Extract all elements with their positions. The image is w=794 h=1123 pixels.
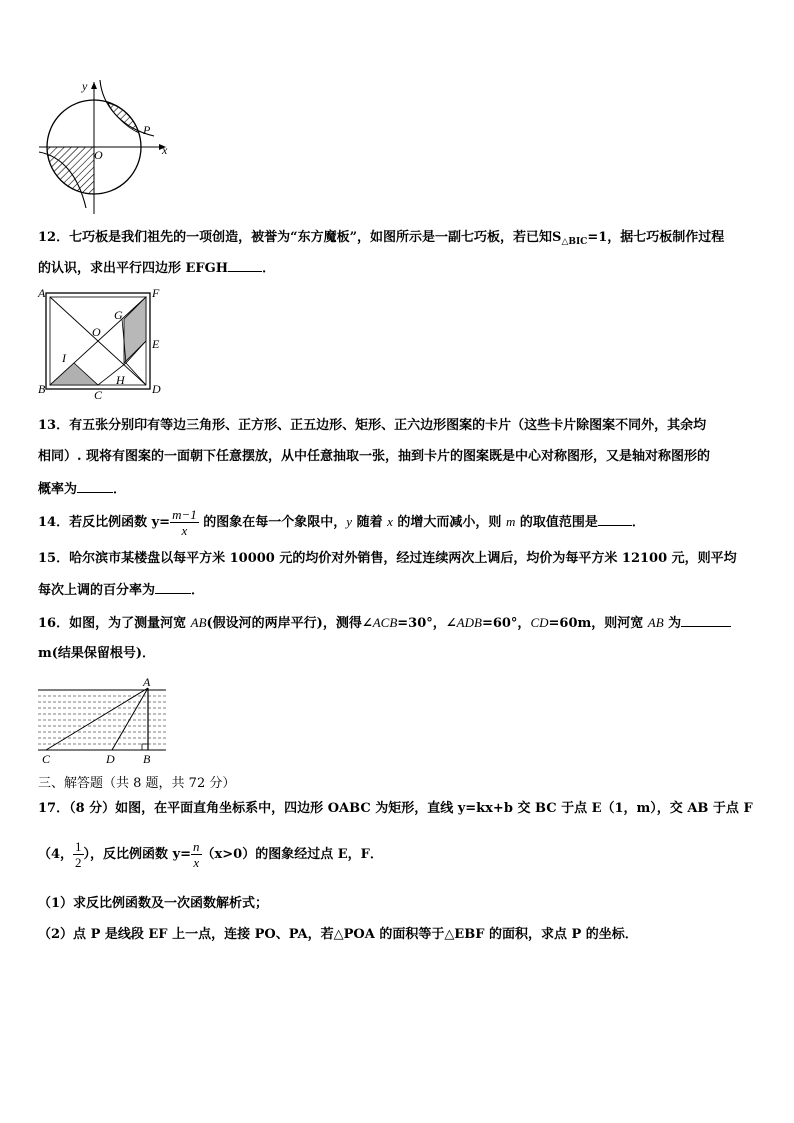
tangram-label-o: O xyxy=(92,325,101,339)
q13-line2: 相同）. 现将有图案的一面朝下任意摆放，从中任意抽取一张，抽到卡片的图案既是中心对称图形，又是轴对称图形的 xyxy=(38,449,711,464)
tangram-figure xyxy=(36,285,166,400)
circle-hyperbola-figure xyxy=(36,76,176,216)
tangram-label-b: B xyxy=(38,382,46,396)
q14-line: 14．若反比例函数 y= $\frac{m-1}{x}$ 的图象在每一个象限中，y 随着 x 的增大而减小，则 m 的取值范围是 ． xyxy=(38,507,645,538)
tangram-label-h: H xyxy=(116,373,125,387)
q12-answer-blank[interactable] xyxy=(228,259,262,272)
q15-line1: 15．哈尔滨市某楼盘以每平方米 10000 元的均价对外销售，经过连续两次上调后，均价为每平方米 12100 元，则平均 xyxy=(38,551,737,566)
q14-fraction: $\frac{m-1}{x}$ xyxy=(172,507,197,538)
tangram-label-e: E xyxy=(152,337,160,351)
tangram-label-i: I xyxy=(62,351,66,365)
q17-fraction-half: $\frac{1}{2}$ xyxy=(75,839,82,870)
tangram-label-g: G xyxy=(114,308,123,322)
q16-line1: 16．如图，为了测量河宽 AB(假设河的两岸平行)，测得∠ACB=30°，∠ADB=60°，CD=60m，则河宽 AB 为 xyxy=(38,614,731,633)
river-label-d: D xyxy=(106,752,115,766)
tangram-label-a: A xyxy=(38,286,46,300)
river-label-a: A xyxy=(143,675,151,689)
fig1-label-y: y xyxy=(82,79,88,93)
q16-answer-blank[interactable] xyxy=(681,614,731,627)
fig1-label-p: P xyxy=(143,123,151,137)
tangram-label-d: D xyxy=(152,382,161,396)
tangram-label-c: C xyxy=(94,388,103,400)
q17-line2: （4， $\frac{1}{2}$ ），反比例函数 y= $\frac{n}{x}$ （x>0）的图象经过点 E，F． xyxy=(38,839,383,870)
q16-line2: m(结果保留根号)． xyxy=(38,646,156,661)
river-figure xyxy=(36,675,171,767)
q13-answer-blank[interactable] xyxy=(77,480,113,493)
q17-line1: 17．（8 分）如图，在平面直角坐标系中，四边形 OABC 为矩形，直线 y=kx+b 交 BC 于点 E（1，m），交 AB 于点 F xyxy=(38,801,753,816)
q13-line1: 13．有五张分别印有等边三角形、正方形、正五边形、矩形、正六边形图案的卡片（这些卡片除图案不同外，其余均 xyxy=(38,418,707,433)
fig1-label-o: O xyxy=(94,148,103,162)
river-label-b: B xyxy=(143,752,151,766)
q14-answer-blank[interactable] xyxy=(598,513,632,526)
q13-line3: 概率为 ． xyxy=(38,482,127,497)
q17-sub2: （2）点 P 是线段 EF 上一点，连接 PO、PA，若△POA 的面积等于△EBF 的面积，求点 P 的坐标． xyxy=(38,927,638,942)
q15-answer-blank[interactable] xyxy=(155,581,191,594)
river-label-c: C xyxy=(42,752,51,766)
q17-fraction-n-x: $\frac{n}{x}$ xyxy=(193,839,200,870)
q15-line2: 每次上调的百分率为 ． xyxy=(38,583,205,598)
q12-line1: 12．七巧板是我们祖先的一项创造，被誉为“东方魔板”，如图所示是一副七巧板，若已知$S_{\triangle BIC}=1$，据七巧板制作过程 xyxy=(38,230,725,247)
q12-line2: 的认识，求出平行四边形 EFGH ． xyxy=(38,261,276,276)
section3-title: 三、解答题（共 8 题，共 72 分） xyxy=(38,776,236,791)
tangram-label-f: F xyxy=(152,286,160,300)
fig1-label-x: x xyxy=(162,143,168,157)
q17-sub1: （1）求反比例函数及一次函数解析式； xyxy=(38,896,269,911)
